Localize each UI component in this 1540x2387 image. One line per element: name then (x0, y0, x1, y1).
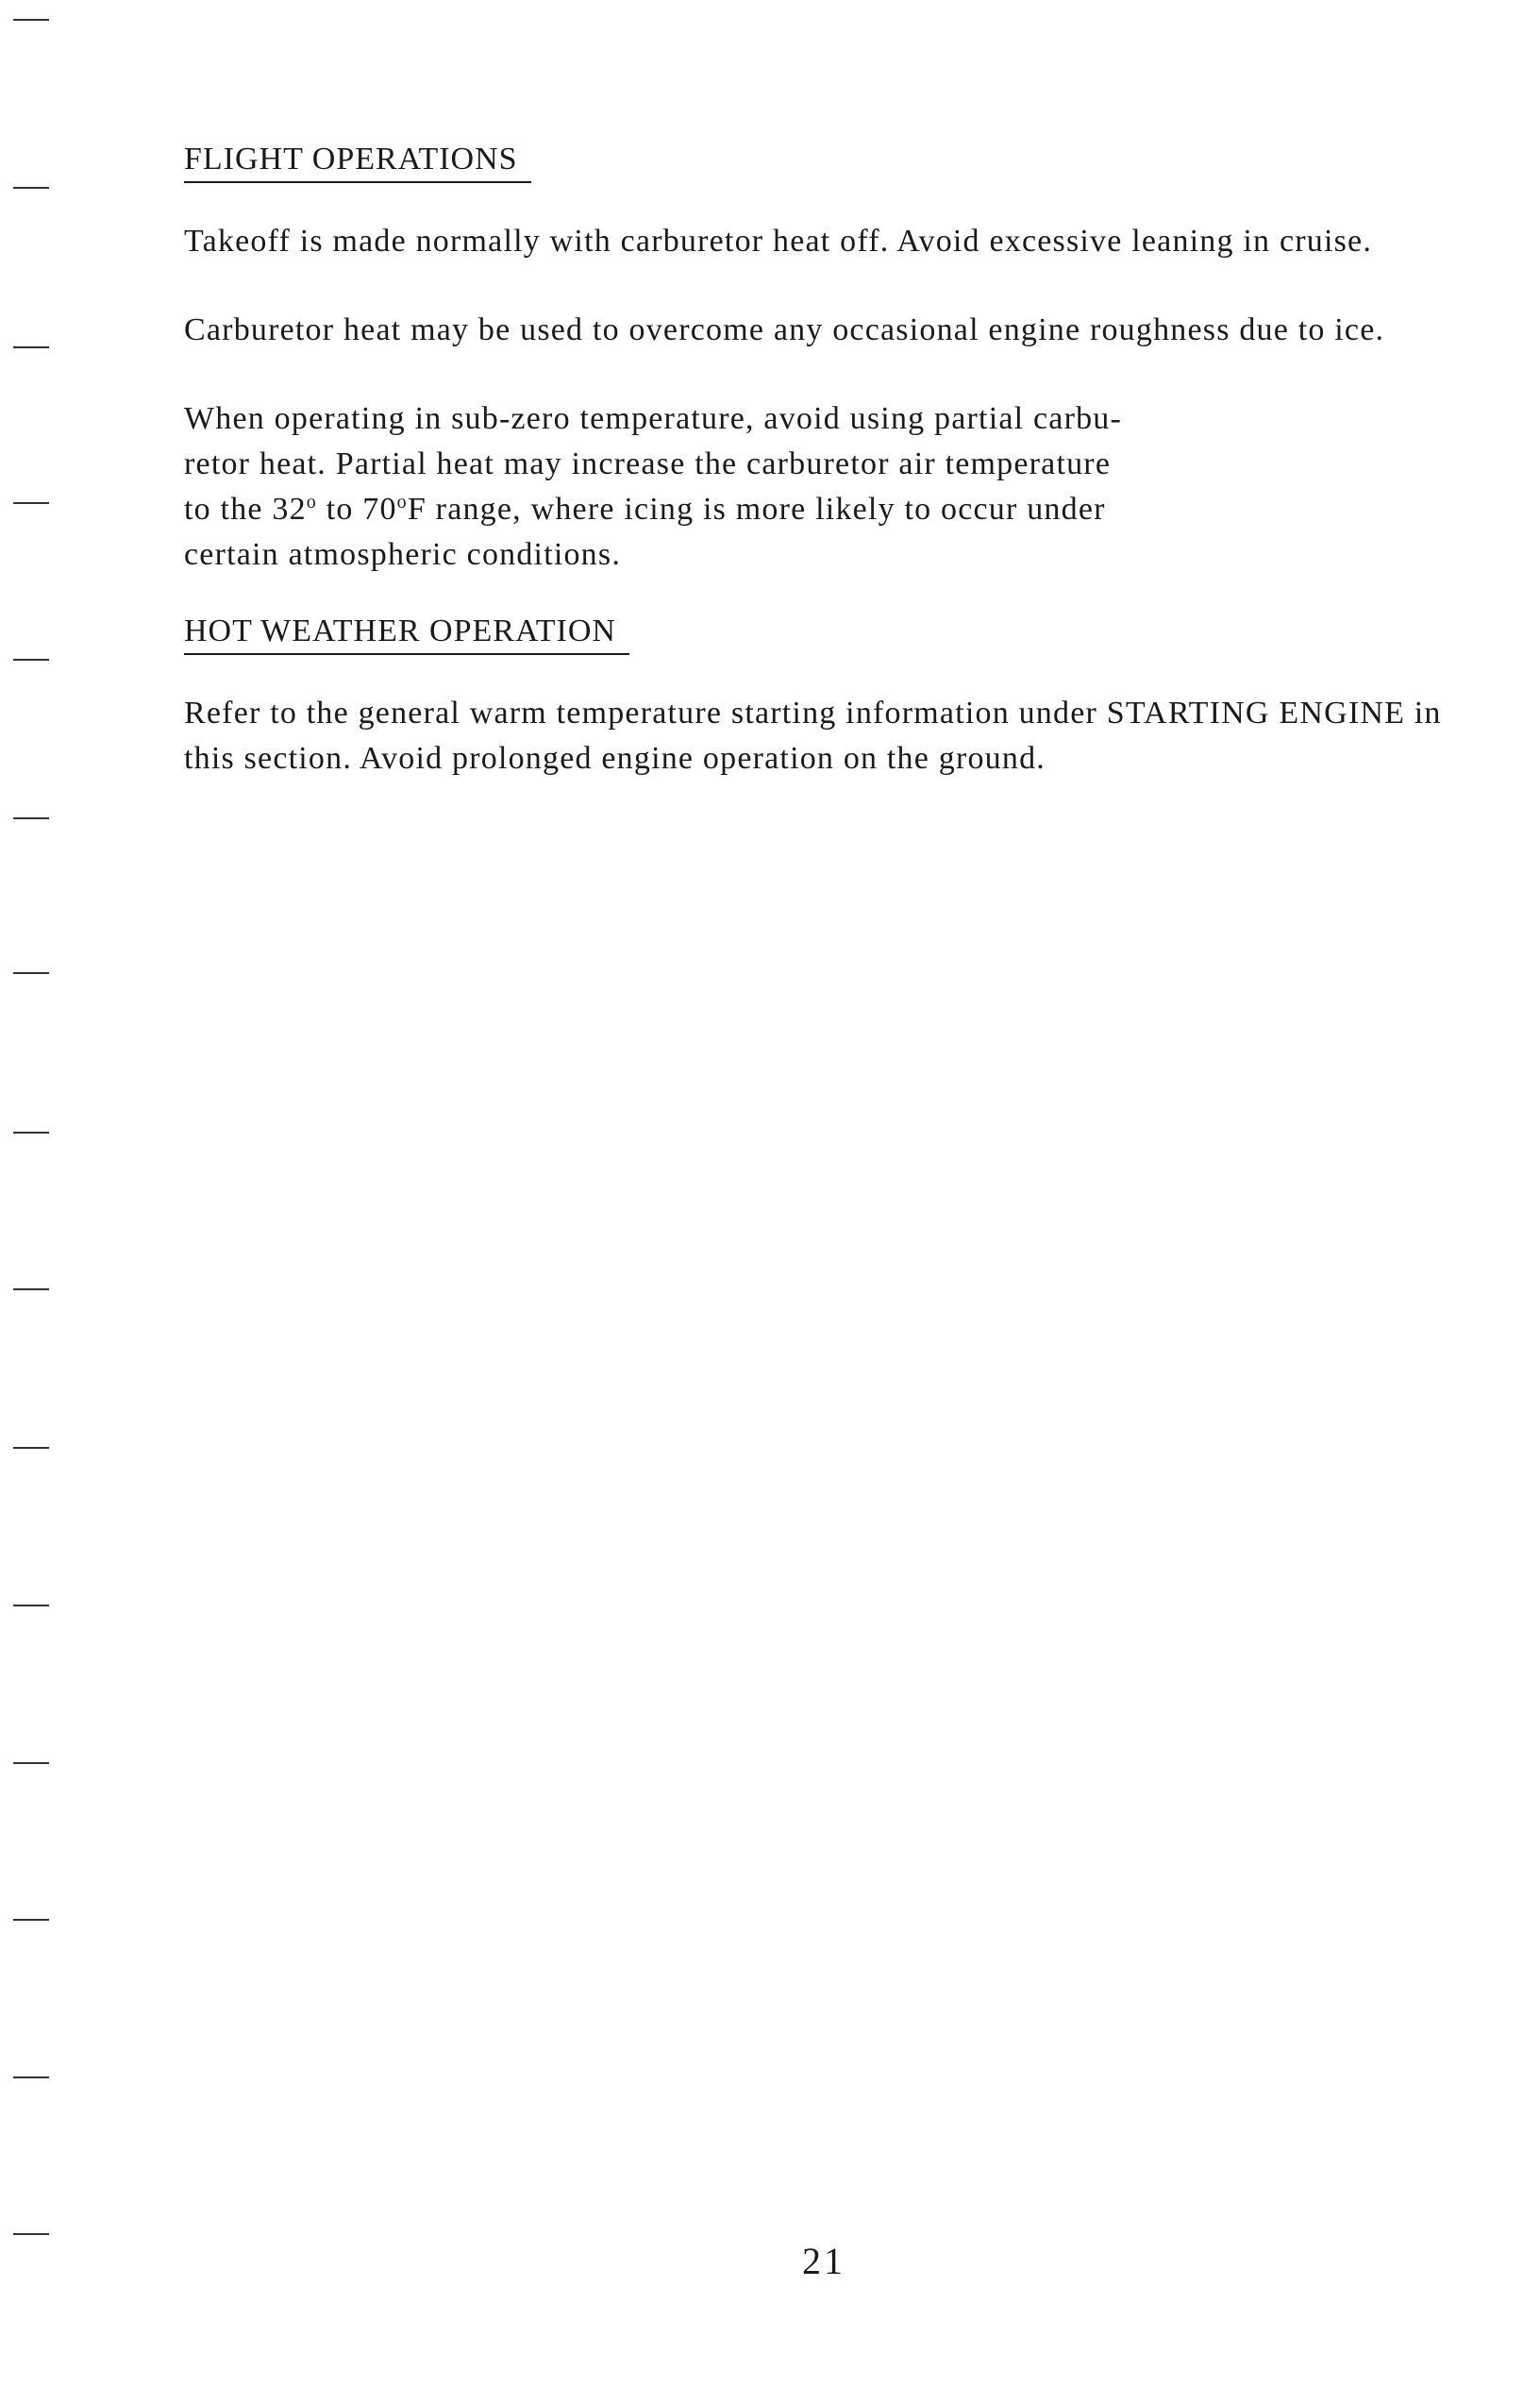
page-content (184, 142, 1448, 825)
temp-line-3-pre: to the 32 (184, 492, 307, 527)
temp-line-2: retor heat. Partial heat may increase the carburetor air temperature (184, 446, 1112, 481)
degree-symbol-2: o (396, 492, 408, 513)
degree-symbol-1: o (306, 492, 317, 513)
temp-line-3-post: F range, where icing is more likely to occur under (407, 492, 1106, 527)
temp-line-1: When operating in sub-zero temperature, avoid using partial carbu- (184, 401, 1123, 436)
paragraph-hot-weather: Refer to the general warm temperature starting information under STARTING ENGINE in this section. Avoid prolonged engine operation on the ground. (184, 696, 1442, 776)
temp-line-4: certain atmospheric conditions. (184, 537, 622, 572)
paragraph-takeoff: Takeoff is made normally with carburetor heat off. Avoid excessive leaning in cruise. (184, 224, 1373, 259)
section-heading-flight-operations: FLIGHT OPERATIONS (184, 142, 531, 183)
page-number: 21 (802, 2240, 845, 2282)
section-heading-hot-weather-operation: HOT WEATHER OPERATION (184, 614, 629, 655)
temp-line-3-mid: to 70 (317, 492, 397, 527)
binding-hole-marks (13, 0, 51, 2387)
paragraph-carburetor-heat: Carburetor heat may be used to overcome any occasional engine roughness due to ice. (184, 312, 1385, 347)
paragraph-sub-zero-temperature (184, 396, 1448, 578)
